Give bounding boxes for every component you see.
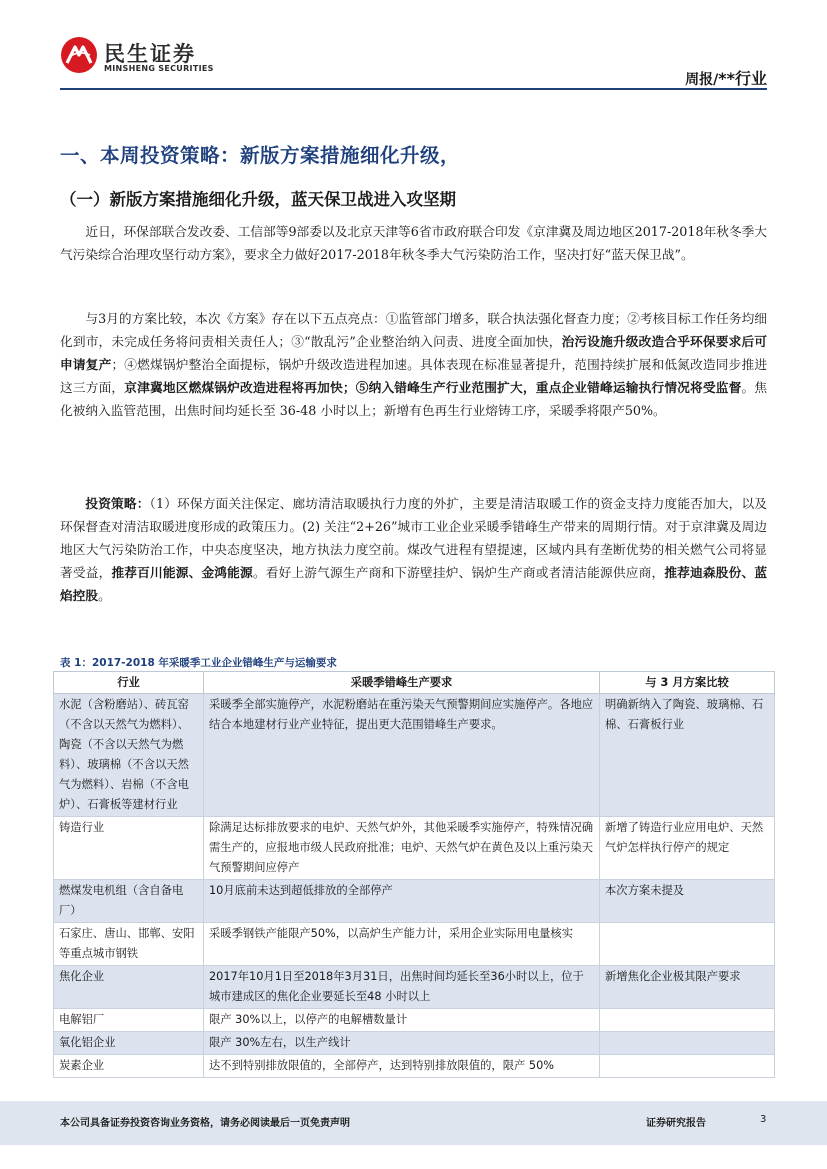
table-header-row bbox=[54, 672, 775, 694]
table-row bbox=[54, 923, 775, 966]
table-title: 表 1：2017-2018 年采暖季工业企业错峰生产与运输要求 bbox=[60, 657, 337, 669]
minsheng-logo-icon bbox=[60, 36, 98, 74]
paragraph-text: 。焦化被纳入监管范围，出焦时间均延长至 36-48 小时以上；新增有色再生行业熔铸工序，采暖季将限产50%。 bbox=[60, 380, 768, 418]
table-cell: 氧化铝企业 bbox=[54, 1032, 204, 1055]
paragraph-intro: 近日，环保部联合发改委、工信部等9部委以及北京天津等6省市政府联合印发《京津冀及周边地区2017-2018年秋冬季大气污染综合治理攻坚行动方案》，要求全力做好2017-2018年秋冬季大气污染防治工作，坚决打好“蓝天保卫战”。 bbox=[60, 224, 767, 262]
logo-english-name: MINSHENG SECURITIES bbox=[104, 64, 214, 73]
table-cell bbox=[600, 1009, 775, 1032]
table-cell: 燃煤发电机组（含自备电厂） bbox=[54, 880, 204, 923]
table-cell: 采暖季全部实施停产，水泥粉磨站在重污染天气预警期间应实施停产。各地应结合本地建材行业产业特征，提出更大范围错峰生产要求。 bbox=[204, 694, 600, 817]
paragraph-text: 。看好上游气源生产商和下游壁挂炉、锅炉生产商或者清洁能源供应商， bbox=[252, 565, 665, 580]
table-cell: 石家庄、唐山、邯郸、安阳等重点城市钢铁 bbox=[54, 923, 204, 966]
report-category bbox=[685, 66, 767, 89]
section-heading: 一、本周投资策略：新版方案措施细化升级， bbox=[60, 144, 461, 167]
paragraph-text: 。 bbox=[98, 588, 111, 603]
peak-shifting-table bbox=[53, 671, 775, 1078]
paragraph-emphasis: 推荐迪森股份、蓝焰控股 bbox=[60, 565, 768, 603]
table-row bbox=[54, 1055, 775, 1078]
table-cell: 10月底前未达到超低排放的全部停产 bbox=[204, 880, 600, 923]
table-cell: 焦化企业 bbox=[54, 966, 204, 1009]
table-cell: 新增焦化企业极其限产要求 bbox=[600, 966, 775, 1009]
table-row bbox=[54, 1009, 775, 1032]
paragraph-emphasis: 京津冀地区燃煤锅炉改造进程将再加快；⑤纳入错峰生产行业范围扩大，重点企业错峰运输执行情况将受监督 bbox=[124, 380, 742, 395]
table-cell: 铸造行业 bbox=[54, 817, 204, 880]
table-cell: 本次方案未提及 bbox=[600, 880, 775, 923]
table-cell: 新增了铸造行业应用电炉、天然气炉怎样执行停产的规定 bbox=[600, 817, 775, 880]
column-header-industry: 行业 bbox=[54, 672, 204, 694]
paragraph-emphasis: 治污设施升级改造合乎环保要求后可申请复产 bbox=[60, 334, 767, 372]
table-cell: 达不到特别排放限值的，全部停产，达到特别排放限值的，限产 50% bbox=[204, 1055, 600, 1078]
strategy-label: 投资策略： bbox=[85, 496, 150, 511]
table-cell: 炭素企业 bbox=[54, 1055, 204, 1078]
table-cell: 除满足达标排放要求的电炉、天然气炉外，其他采暖季实施停产，特殊情况确需生产的，应报地市级人民政府批准；电炉、天然气炉在黄色及以上重污染天气预警期间应停产 bbox=[204, 817, 600, 880]
table-row bbox=[54, 880, 775, 923]
footer-disclaimer: 本公司具备证券投资咨询业务资格，请务必阅读最后一页免责声明 bbox=[60, 1118, 350, 1129]
subsection-heading: （一）新版方案措施细化升级，蓝天保卫战进入攻坚期 bbox=[60, 190, 456, 209]
paragraph-text: 与3月的方案比较，本次《方案》存在以下五点亮点：①监管部门增多，联合执法强化督查力度；②考核目标工作任务均细化到市，未完成任务将问责相关责任人；③“散乱污”企业整治纳入问责、进度全面加快， bbox=[60, 311, 767, 349]
table-cell bbox=[600, 923, 775, 966]
table-cell: 水泥（含粉磨站）、砖瓦窑（不含以天然气为燃料）、陶瓷（不含以天然气为燃料）、玻璃棉（不含以天然气为燃料）、岩棉（不含电炉）、石膏板等建材行业 bbox=[54, 694, 204, 817]
table-cell bbox=[600, 1055, 775, 1078]
table-cell: 限产 30%以上，以停产的电解槽数量计 bbox=[204, 1009, 600, 1032]
table-cell: 限产 30%左右，以生产线计 bbox=[204, 1032, 600, 1055]
table-row bbox=[54, 966, 775, 1009]
report-type-label: 周报/ bbox=[685, 72, 719, 88]
header-divider bbox=[60, 88, 767, 90]
table-row bbox=[54, 1032, 775, 1055]
table-row bbox=[54, 694, 775, 817]
table-cell: 明确新纳入了陶瓷、玻璃棉、石棉、石膏板行业 bbox=[600, 694, 775, 817]
table-row bbox=[54, 817, 775, 880]
logo-chinese-name: 民生证券 bbox=[104, 42, 196, 66]
table-cell: 采暖季钢铁产能限产50%，以高炉生产能力计，采用企业实际用电量核实 bbox=[204, 923, 600, 966]
page-number: 3 bbox=[760, 1114, 767, 1125]
paragraph-text: （1）环保方面关注保定、廊坊清洁取暖执行力度的外扩，主要是清洁取暖工作的资金支持力度能否加大，以及环保督查对清洁取暖进度形成的政策压力。(2) 关注“2+26”城市工业企业采暖季错峰生产带来的周期行情。对于京津冀及周边地区大气污染防治工作，中央态度坚决，地方执法力度空前。煤改气进程有望提速，区域内具有垄断优势的相关燃气公司将显著受益， bbox=[60, 496, 767, 580]
paragraph-emphasis: 推荐百川能源、金鸿能源 bbox=[111, 565, 253, 580]
table-cell bbox=[600, 1032, 775, 1055]
paragraph-strategy bbox=[60, 492, 767, 607]
paragraph-comparison bbox=[60, 307, 767, 422]
column-header-comparison: 与 3 月方案比较 bbox=[600, 672, 775, 694]
paragraph-text: ；④燃煤锅炉整治全面提标，锅炉升级改造进程加速。具体表现在标准显著提升，范围持续扩展和低氮改造同步推进这三方面， bbox=[60, 357, 768, 395]
column-header-requirement: 采暖季错峰生产要求 bbox=[204, 672, 600, 694]
table-cell: 电解铝厂 bbox=[54, 1009, 204, 1032]
table-cell: 2017年10月1日至2018年3月31日，出焦时间均延长至36小时以上，位于城市建成区的焦化企业要延长至48 小时以上 bbox=[204, 966, 600, 1009]
industry-label: **行业 bbox=[718, 69, 767, 88]
footer-doc-type: 证券研究报告 bbox=[646, 1118, 706, 1129]
